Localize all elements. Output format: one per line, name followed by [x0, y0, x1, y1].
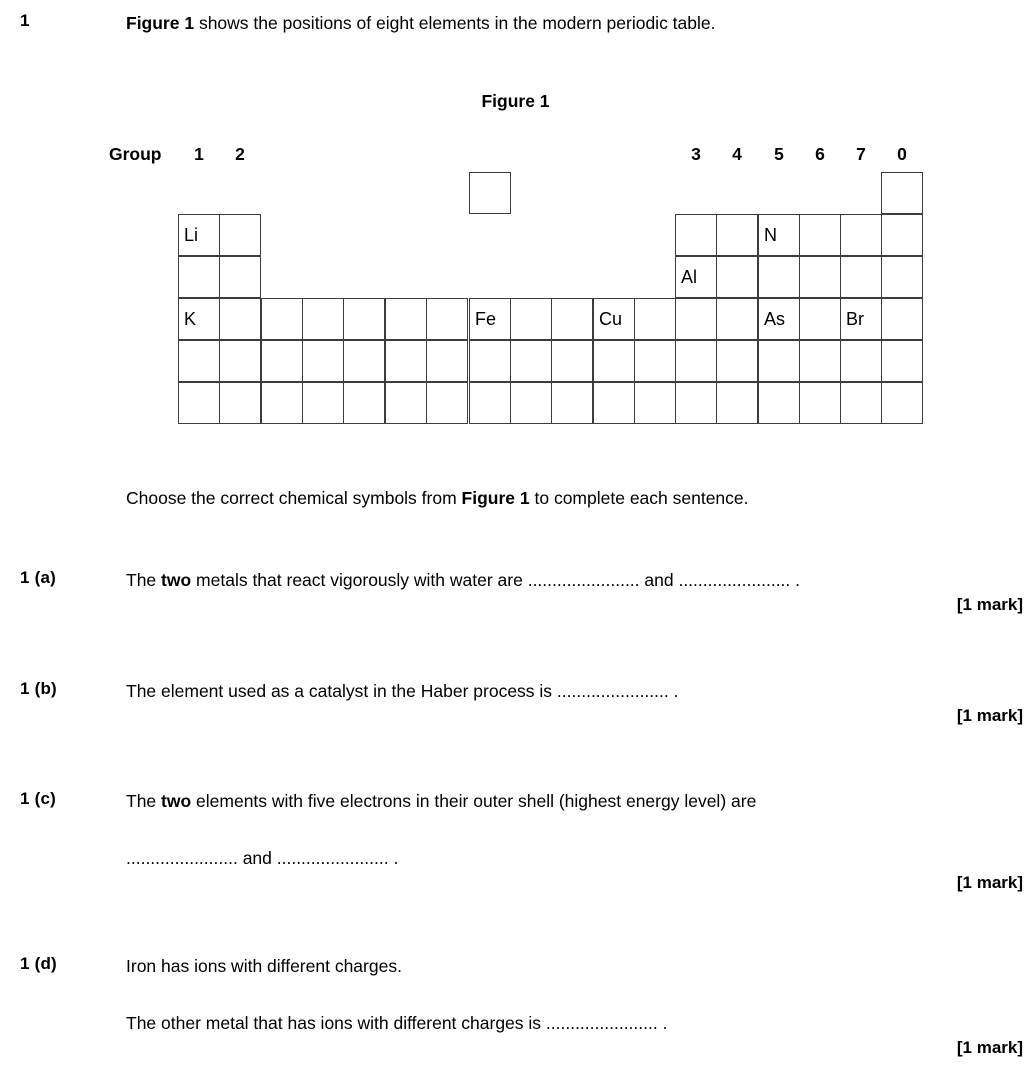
periodic-cell-arsenic	[758, 298, 800, 340]
periodic-cell-r6c9	[510, 382, 552, 424]
periodic-cell-r6c11	[593, 382, 635, 424]
element-symbol-li: Li	[184, 225, 199, 245]
part-c-marks: [1 mark]	[956, 873, 1023, 892]
part-d-marks: [1 mark]	[956, 1038, 1023, 1057]
periodic-cell-r6c2	[219, 382, 261, 424]
figure-caption: Figure 1	[481, 91, 550, 111]
periodic-cell-r4c14	[716, 298, 758, 340]
periodic-cell-nitrogen	[758, 214, 800, 256]
periodic-cell-r6c3	[261, 382, 303, 424]
periodic-table-figure	[0, 0, 1031, 460]
periodic-cell-beryllium	[219, 214, 261, 256]
part-d-answer-blank[interactable]: The other metal that has ions with different charges is ....................... .	[126, 1013, 668, 1033]
part-label-c: 1 (c)	[20, 789, 56, 808]
group-number-2: 2	[235, 144, 245, 164]
periodic-cell-chlorine	[840, 256, 882, 298]
periodic-cell-r5c12	[634, 340, 676, 382]
periodic-cell-sulfur	[799, 256, 841, 298]
periodic-cell-r6c1	[178, 382, 220, 424]
part-c-line-2	[126, 845, 398, 871]
part-label-d: 1 (d)	[20, 954, 57, 973]
periodic-cell-neon	[881, 214, 923, 256]
group-number-0: 0	[897, 144, 907, 164]
periodic-cell-r6c4	[302, 382, 344, 424]
periodic-cell-r5c5	[343, 340, 385, 382]
part-c-text-1: The	[126, 791, 162, 811]
part-c-text-2: elements with five electrons in their outer shell (highest energy level) are	[191, 791, 757, 811]
part-a-emphasis: two	[161, 570, 192, 590]
question-stem	[126, 10, 716, 36]
periodic-cell-boron	[675, 214, 717, 256]
group-number-5: 5	[774, 144, 784, 164]
periodic-cell-r4c10	[551, 298, 593, 340]
periodic-cell-r6c18	[881, 382, 923, 424]
part-c-line-1	[126, 788, 756, 814]
element-symbol-al: Al	[681, 267, 698, 287]
periodic-cell-r6c7	[426, 382, 468, 424]
group-number-4: 4	[732, 144, 742, 164]
periodic-cell-argon	[881, 256, 923, 298]
periodic-cell-silicon	[716, 256, 758, 298]
periodic-cell-phosphorus	[758, 256, 800, 298]
periodic-cell-r5c14	[716, 340, 758, 382]
periodic-cell-r5c6	[385, 340, 427, 382]
part-a-text-2: metals that react vigorously with water are	[191, 570, 528, 590]
part-d-line-1	[126, 953, 402, 979]
periodic-cell-r4c13	[675, 298, 717, 340]
periodic-cell-r4c7	[426, 298, 468, 340]
periodic-cell-helium	[881, 172, 923, 214]
periodic-cell-sodium	[178, 256, 220, 298]
periodic-cell-r5c15	[758, 340, 800, 382]
group-number-7: 7	[856, 144, 866, 164]
periodic-cell-r6c6	[385, 382, 427, 424]
periodic-cell-r4c5	[343, 298, 385, 340]
group-number-6: 6	[815, 144, 825, 164]
group-number-1: 1	[194, 144, 204, 164]
periodic-cell-r5c17	[840, 340, 882, 382]
part-a-marks: [1 mark]	[956, 595, 1023, 614]
periodic-cell-r5c13	[675, 340, 717, 382]
part-a-answer-blanks[interactable]: ....................... and ....................... .	[527, 570, 801, 590]
periodic-cell-r5c7	[426, 340, 468, 382]
periodic-cell-aluminium	[675, 256, 717, 298]
periodic-cell-r4c18	[881, 298, 923, 340]
periodic-cell-r5c8	[469, 340, 511, 382]
part-a-text-1: The	[126, 570, 162, 590]
periodic-cell-r6c10	[551, 382, 593, 424]
periodic-cell-r6c13	[675, 382, 717, 424]
periodic-cell-potassium	[178, 298, 220, 340]
element-symbol-k: K	[184, 309, 197, 329]
periodic-cell-fluorine	[840, 214, 882, 256]
periodic-cell-magnesium	[219, 256, 261, 298]
periodic-cell-r4c3	[261, 298, 303, 340]
periodic-cell-r4c16	[799, 298, 841, 340]
instruction-text-2: to complete each sentence.	[529, 488, 749, 508]
periodic-cell-r6c5	[343, 382, 385, 424]
periodic-cell-iron	[469, 298, 511, 340]
periodic-cell-r4c6	[385, 298, 427, 340]
element-symbol-fe: Fe	[475, 309, 497, 329]
periodic-cell-r6c12	[634, 382, 676, 424]
periodic-cell-r4c12	[634, 298, 676, 340]
periodic-cell-r6c14	[716, 382, 758, 424]
periodic-cell-hydrogen	[469, 172, 511, 214]
periodic-cell-r4c4	[302, 298, 344, 340]
element-symbol-br: Br	[846, 309, 864, 329]
periodic-cell-carbon	[716, 214, 758, 256]
periodic-cell-oxygen	[799, 214, 841, 256]
periodic-cell-r6c16	[799, 382, 841, 424]
part-c-answer-blanks[interactable]: ....................... and ....................... .	[126, 848, 399, 868]
part-b-text[interactable]: The element used as a catalyst in the Haber process is ....................... .	[126, 681, 679, 701]
periodic-cell-r5c9	[510, 340, 552, 382]
question-stem-figure-ref: Figure 1	[126, 13, 195, 33]
periodic-cell-bromine	[840, 298, 882, 340]
periodic-cell-r5c16	[799, 340, 841, 382]
periodic-cell-r5c1	[178, 340, 220, 382]
element-symbol-n: N	[764, 225, 777, 245]
periodic-cell-r6c17	[840, 382, 882, 424]
periodic-cell-copper	[593, 298, 635, 340]
part-d-line-2	[126, 1010, 667, 1036]
part-label-a: 1 (a)	[20, 568, 56, 587]
periodic-cell-r6c8	[469, 382, 511, 424]
periodic-cell-r5c11	[593, 340, 635, 382]
instruction-line	[126, 485, 749, 511]
periodic-cell-r6c15	[758, 382, 800, 424]
periodic-cell-lithium	[178, 214, 220, 256]
question-stem-rest: shows the positions of eight elements in the modern periodic table.	[194, 13, 716, 33]
periodic-cell-r5c4	[302, 340, 344, 382]
question-number: 1	[20, 11, 30, 30]
element-symbol-as: As	[764, 309, 786, 329]
periodic-cell-r4c9	[510, 298, 552, 340]
periodic-cell-r5c10	[551, 340, 593, 382]
instruction-text-1: Choose the correct chemical symbols from	[126, 488, 462, 508]
periodic-cell-r5c2	[219, 340, 261, 382]
element-symbol-cu: Cu	[599, 309, 623, 329]
group-number-3: 3	[691, 144, 701, 164]
group-label: Group	[109, 144, 162, 164]
periodic-cell-r5c3	[261, 340, 303, 382]
instruction-figure-ref: Figure 1	[461, 488, 530, 508]
periodic-cell-r5c18	[881, 340, 923, 382]
periodic-cell-r4c2	[219, 298, 261, 340]
part-b-line-1	[126, 678, 678, 704]
part-a-line-1	[126, 567, 800, 593]
part-c-emphasis: two	[161, 791, 192, 811]
part-d-text-1: Iron has ions with different charges.	[126, 956, 402, 976]
part-b-marks: [1 mark]	[956, 706, 1023, 725]
part-label-b: 1 (b)	[20, 679, 57, 698]
